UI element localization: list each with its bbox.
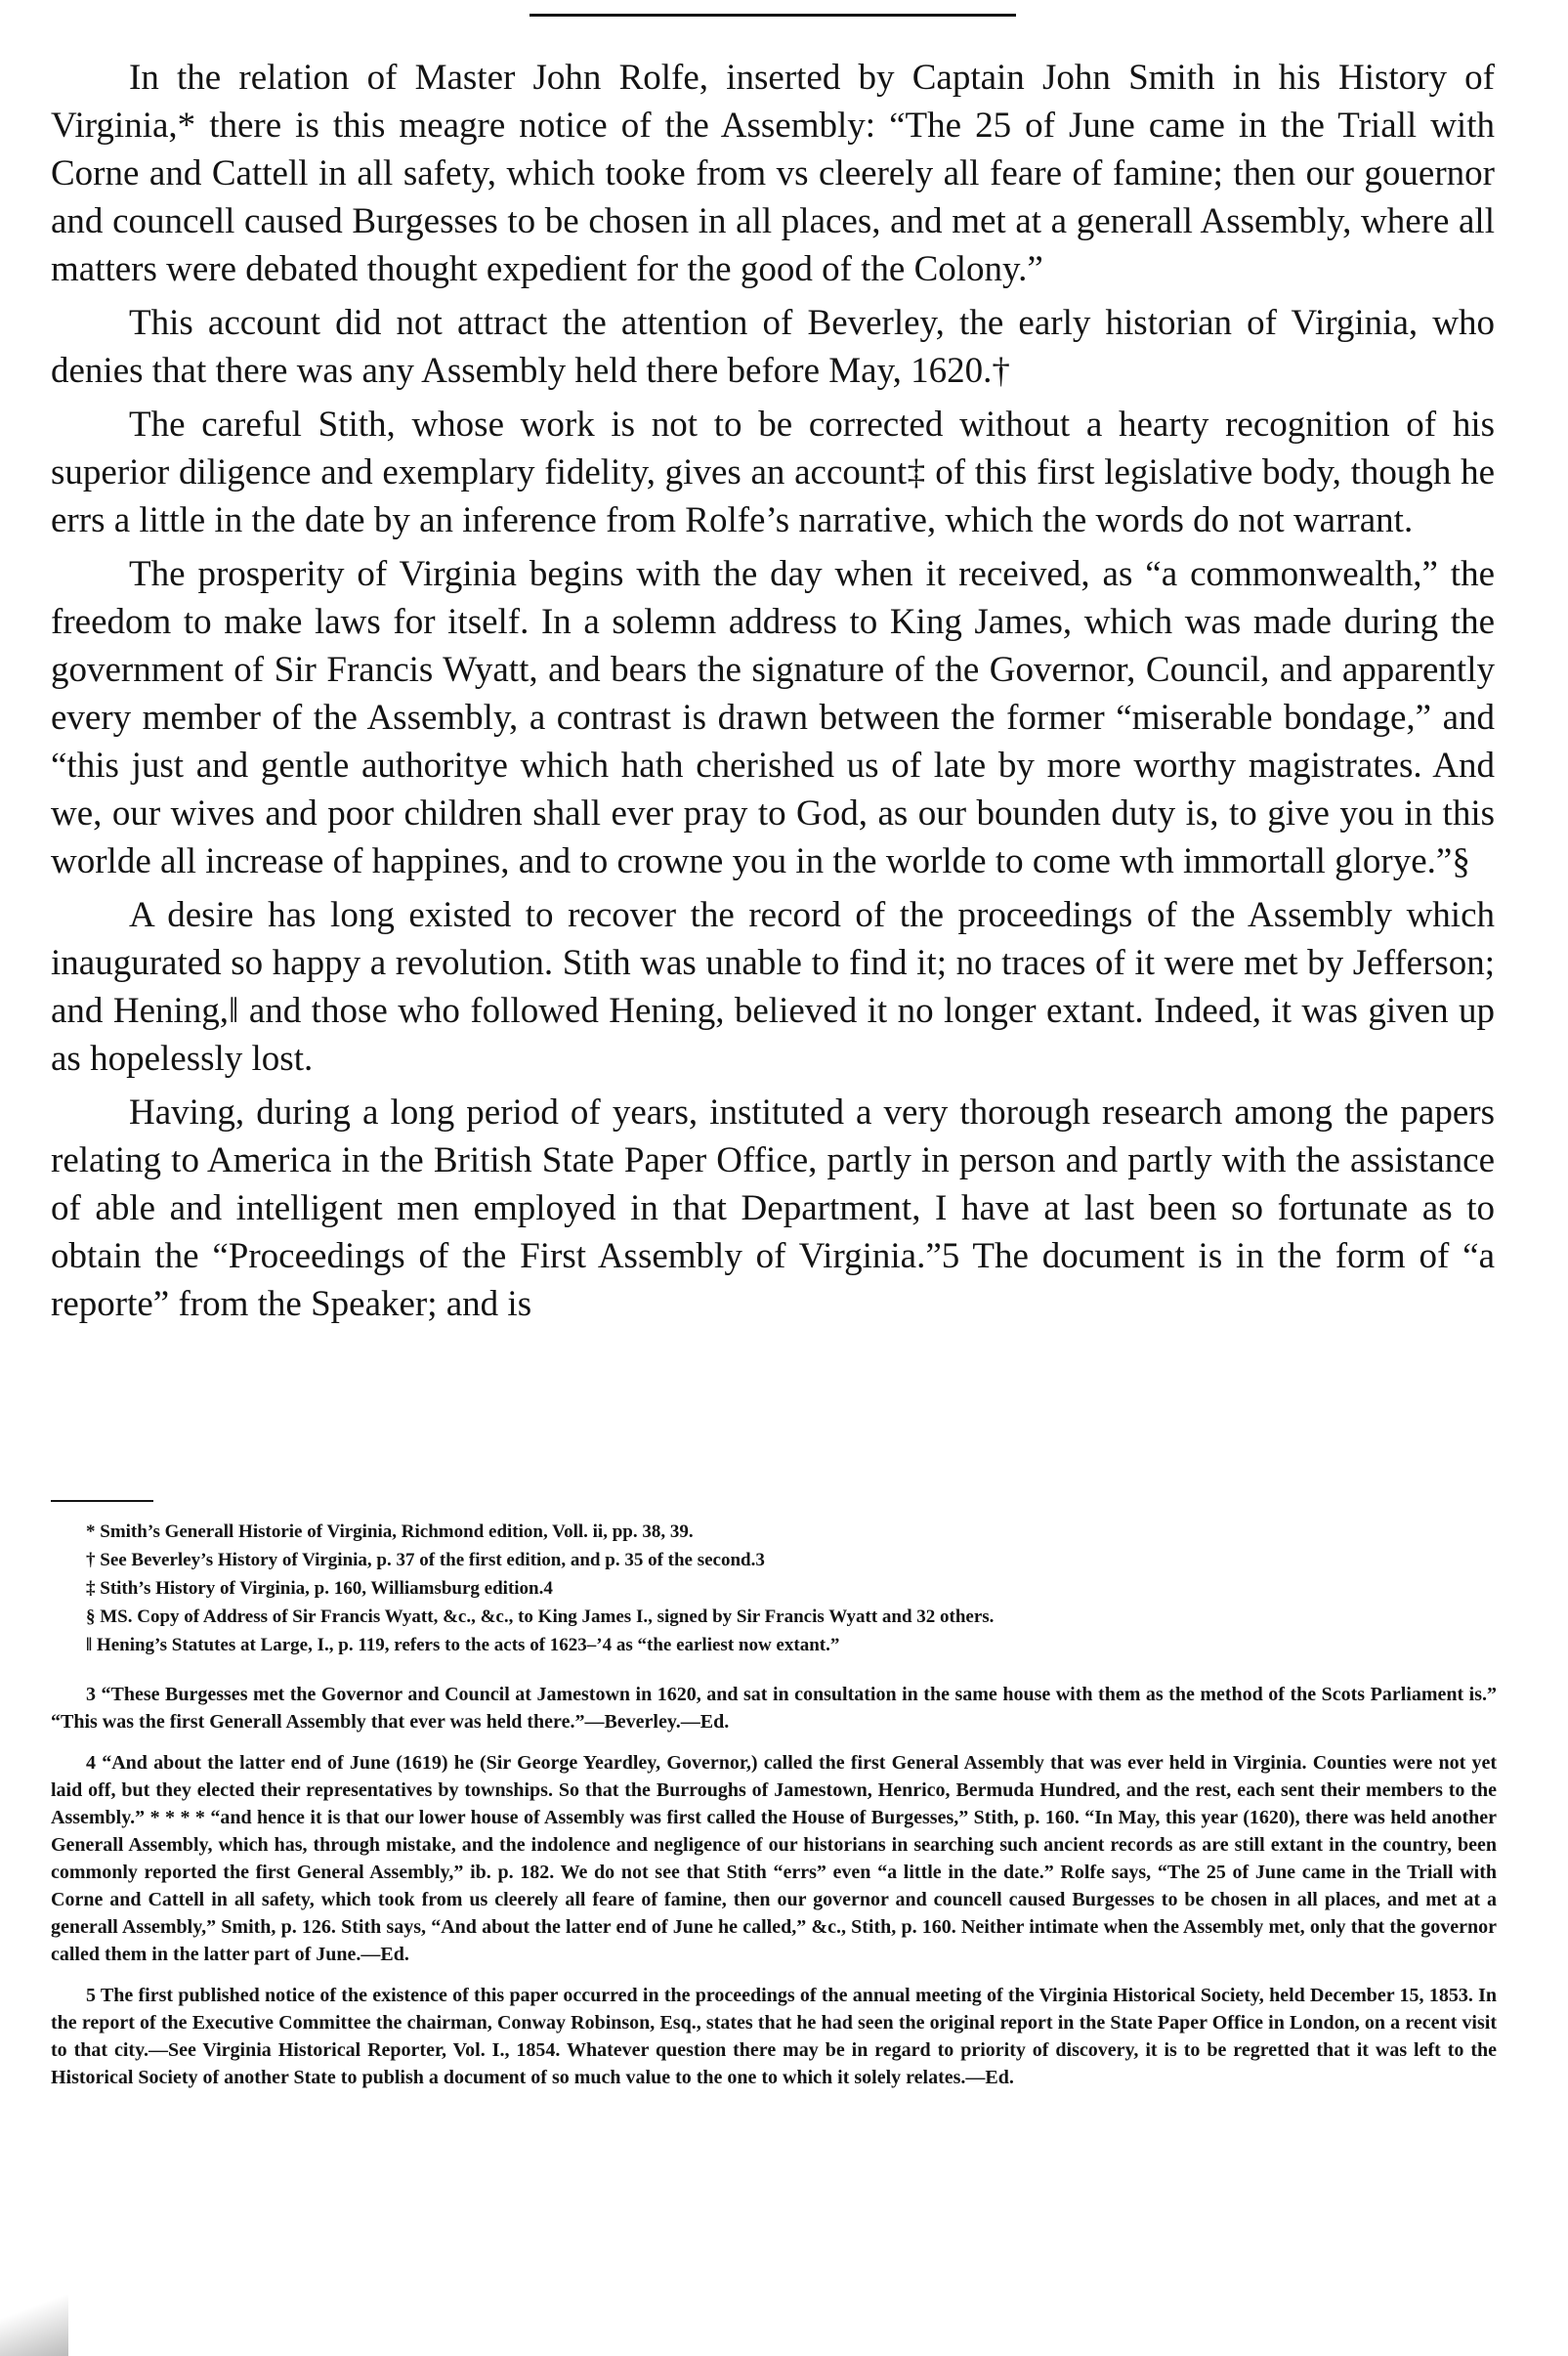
scan-smudge (0, 2277, 68, 2356)
main-text (51, 54, 1495, 1334)
paragraph-stith: The careful Stith, whose work is not to be corrected without a hearty recognition of his superior diligence and exemplary fidelity, gives an account‡ of this first legislative body, though he errs a little in the date by an inference from Rolfe’s narrative, which the words do not warrant. (51, 405, 1495, 540)
paragraph-desire: A desire has long existed to recover the record of the proceedings of the Assembly which inaugurated so happy a revolution. Stith was unable to find it; no traces of it were met by Jefferson; and Hening,‖ and those who followed Hening, believed it no longer extant. Indeed, it was given up as hopelessly lost. (51, 895, 1495, 1079)
footnote-references (86, 1518, 1454, 1659)
top-rule (530, 14, 1016, 17)
footnote-asterisk: * Smith’s Generall Historie of Virginia, Richmond edition, Voll. ii, pp. 38, 39. (86, 1521, 694, 1542)
footnote-double-dagger: ‡ Stith’s History of Virginia, p. 160, Williamsburg edition.4 (86, 1578, 553, 1599)
footnote-parallel: ‖ Hening’s Statutes at Large, I., p. 119, refers to the acts of 1623–’4 as “the earliest now extant.” (86, 1635, 840, 1655)
footnote-dagger: † See Beverley’s History of Virginia, p. 37 of the first edition, and p. 35 of the second.3 (86, 1550, 765, 1570)
editor-note-5: 5 The first published notice of the existence of this paper occurred in the proceedings of the annual meeting of the Virginia Historical Society, held December 15, 1853. In the report of the Executive Committee the chairman, Conway Robinson, Esq., states that he had seen the original report in the State Paper Office in London, on a recent visit to that city.—See Virginia Historical Reporter, Vol. I., 1854. Whatever question there may be in regard to priority of discovery, it is to be regretted that it was left to the Historical Society of another State to publish a document of so much value to the one to which it solely relates.—Ed. (51, 1985, 1497, 2088)
paragraph-research: Having, during a long period of years, instituted a very thorough research among the papers relating to America in the British State Paper Office, partly in person and partly with the assistance of able and intelligent men employed in that Department, I have at last been so fortunate as to obtain the “Proceedings of the First Assembly of Virginia.”5 The document is in the form of “a reporte” from the Speaker; and is (51, 1092, 1495, 1324)
editor-notes (51, 1681, 1497, 2091)
paragraph-beverley: This account did not attract the attention of Beverley, the early historian of Virginia, who denies that there was any Assembly held there before May, 1620.† (51, 303, 1495, 391)
footnote-section: § MS. Copy of Address of Sir Francis Wyatt, &c., &c., to King James I., signed by Sir Francis Wyatt and 32 others. (86, 1606, 995, 1627)
editor-note-3: 3 “These Burgesses met the Governor and Council at Jamestown in 1620, and sat in consultation in the same house with them as the method of the Scots Parliament is.” “This was the first Generall Assembly that ever was held there.”—Beverley.—Ed. (51, 1684, 1497, 1733)
paragraph-prosperity: The prosperity of Virginia begins with the day when it received, as “a commonwealth,” the freedom to make laws for itself. In a solemn address to King James, which was made during the government of Sir Francis Wyatt, and bears the signature of the Governor, Council, and apparently every member of the Assembly, a contrast is drawn between the former “miserable bondage,” and “this just and gentle authoritye which hath cherished us of late by more worthy magistrates. And we, our wives and poor children shall ever pray to God, as our bounden duty is, to give you in this worlde all increase of happines, and to crowne you in the worlde to come wth immortall glorye.”§ (51, 554, 1495, 881)
paragraph-rolfe-relation: In the relation of Master John Rolfe, inserted by Captain John Smith in his History of Virginia,* there is this meagre notice of the Assembly: “The 25 of June came in the Triall with Corne and Cattell in all safety, which tooke from vs cleerely all feare of famine; then our gouernor and councell caused Burgesses to be chosen in all places, and met at a generall Assembly, where all matters were debated thought expedient for the good of the Colony.” (51, 58, 1495, 289)
editor-note-4: 4 “And about the latter end of June (1619) he (Sir George Yeardley, Governor,) called the first General Assembly that was ever held in Virginia. Counties were not yet laid off, but they elected their representatives by townships. So that the Burroughs of Jamestown, Henrico, Bermuda Hundred, and the rest, each sent their members to the Assembly.” * * * * “and hence it is that our lower house of Assembly was first called the House of Burgesses,” Stith, p. 160. “In May, this year (1620), there was held another Generall Assembly, which has, through mistake, and the indolence and negligence of our historians in searching such ancient records as are still extant in the country, been commonly reported the first General Assembly,” ib. p. 182. We do not see that Stith “errs” even “a little in the date.” Rolfe says, “The 25 of June came in the Triall with Corne and Cattell in all safety, which took from us cleerely all feare of famine, then our governor and councell caused Burgesses to be chosen in all places, and met at a generall Assembly,” Smith, p. 126. Stith says, “And about the latter end of June he called,” &c., Stith, p. 160. Neither intimate when the Assembly met, only that the governor called them in the latter part of June.—Ed. (51, 1752, 1497, 1965)
footnote-rule (51, 1500, 153, 1502)
